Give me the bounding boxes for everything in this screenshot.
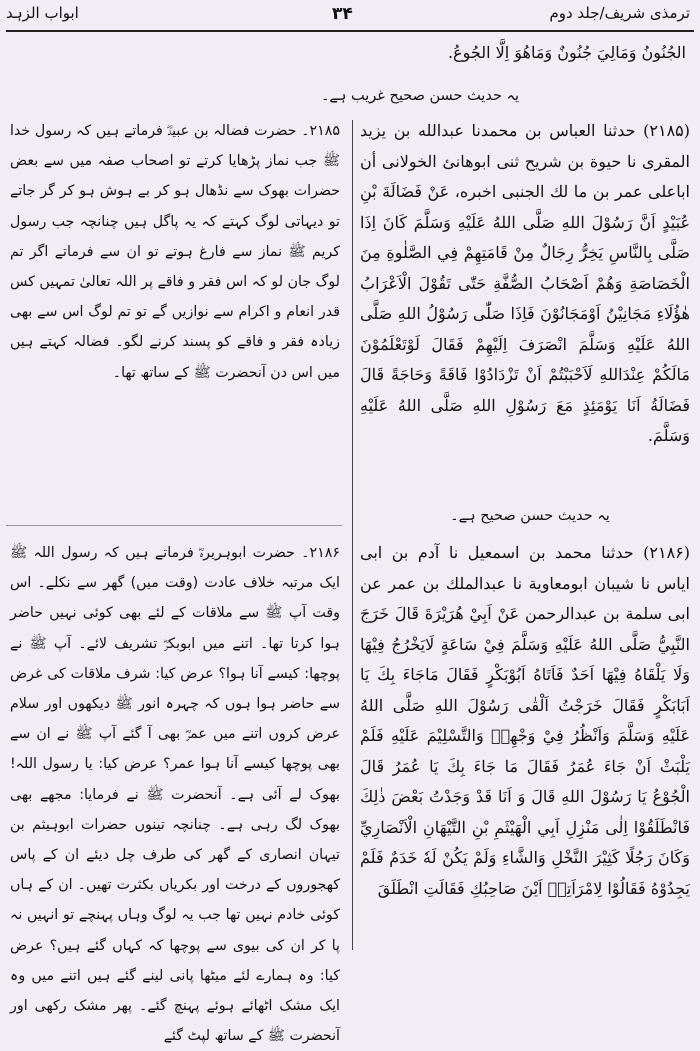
- grade-2: یہ حدیث حسن صحیح ہے۔: [450, 508, 610, 524]
- page-header: [0, 0, 700, 30]
- top-arabic-line: الجُنُونُ وَمَالِيَ جُنُونٌ وَمَاهُوَ اِلَّا الجُوعُ.: [447, 43, 686, 62]
- left-section-rule: [6, 525, 342, 526]
- chapter-title: ابواب الزہد: [6, 4, 79, 22]
- column-divider: [352, 120, 353, 950]
- hadith-2186-urdu: ۲۱۸۶۔ حضرت ابوہریرہؓ فرماتے ہیں کہ رسول اللہ ﷺ ایک مرتبہ خلاف عادت (وقت میں) گھر سے نکلے۔ اس وقت آپ ﷺ سے ملاقات کے لئے بھی کوئی نہیں حاضر ہوا کرتا تھا۔ اتنے میں ابوبکرؓ تشریف لائے۔ آپ ﷺ نے پوچھا: کیسے آنا ہوا؟ عرض کیا: شرف ملاقات کی غرض سے حاضر ہوا ہوں کہ چہرہ انور ﷺ دیکھوں اور سلام عرض کروں اتنے میں عمرؓ بھی آ گئے آپ ﷺ نے ان سے بھی پوچھا کیسے آنا ہوا عمر؟ عرض کیا: یا رسول اللہ! بھوک لے آئی ہے۔ آنحضرت ﷺ نے فرمایا: مجھے بھی بھوک لگ رہی ہے۔ چنانچہ تینوں حضرات ابوہیثم بن تیہان انصاری کے گھر کی طرف چل دیئے ان کے پاس کھجوروں کے درخت اور بکریاں بکثرت تھیں۔ ان کے ہاں کوئی خادم نہیں تھا جب یہ لوگ وہاں پہنچے تو انہیں نہ پا کر ان کی بیوی سے پوچھا کہ کہاں گئے ہیں؟ عرض کیا: وہ ہمارے لئے میٹھا پانی لینے گئے ہیں اتنے میں وہ ایک مشک اٹھائے ہوئے پہنچ گئے۔ پھر مشک رکھی اور آنحضرت ﷺ کے ساتھ لپٹ گئے: [10, 545, 340, 1045]
- grade-1: یہ حدیث حسن صحیح غریب ہے۔: [320, 88, 520, 104]
- hadith-2185-arabic: (۲۱۸۵) حدثنا العباس بن محمدنا عبدالله بن يزيد المقرى نا حيوة بن شريح ثنى ابوهانئ الخولانى أن اباعلى عمر بن ما لك الجنبى اخبره، عَنْ فَضَالَةَ بْنِ عُبَيْدٍ اَنَّ رَسُوْلَ اللهِ صَلَّى اللهُ عَلَيْهِ وَسَلَّمَ كَانَ اِذَا صَلَّى بِالنَّاسِ يَخِرُّ رِجَالٌ مِنْ قَامَتِهِمْ فِي الصَّلٰوةِ مِنَ الْخَصَاصَةِ وَهُمْ اَصْحَابُ الصُّفَّةِ حَتّٰى تَقُوْلَ الْاَعْرَابُ هٰؤُلَاءِ مَجَانِيْنُ اَوْمَجَانُوْنَ فَاِذَا صَلّٰى رَسُوْلُ اللهِ صَلَّى اللهُ عَلَيْهِ وَسَلَّمَ انْصَرَفَ اِلَيْهِمْ فَقَالَ لَوْتَعْلَمُوْنَ مَالَكُمْ عِنْدَاللهِ لَاَحْبَبْتُمْ اَنْ تَزْدَادُوْا فَاقَةً وَحَاجَةً قَالَ فَضَالَةُ اَنَا يَوْمَئِذٍ مَعَ رَسُوْلِ اللهِ صَلَّى اللهُ عَلَيْهِ وَسَلَّمَ.: [360, 121, 690, 445]
- book-title: ترمذی شریف/جلد دوم: [549, 4, 690, 22]
- hadith-2186-arabic: (۲۱۸۶) حدثنا محمد بن اسمعيل نا آدم بن ابى اياس نا شيبان ابومعاوية نا عبدالملك بن عمر عن ابى سلمة بن عبدالرحمن عَنْ اَبِيْ هُرَيْرَةَ قَالَ خَرَجَ النَّبِيُّ صَلَّى اللهُ عَلَيْهِ وَسَلَّمَ فِيْ سَاعَةٍ لَايَخْرُجُ فِيْهَا وَلَا يَلْقَاهُ فِيْهَا اَحَدٌ فَاَتَاهُ اَبُوْبَكْرٍ فَقَالَ مَاجَاءَ بِكَ يَا اَبَابَكْرٍ فَقَالَ خَرَجْتُ اَلْقٰى رَسُوْلَ اللهِ صَلَّى اللهُ عَلَيْهِ وَسَلَّمَ وَاَنْظُرُ فِيْ وَجْهِهٖ وَالتَّسْلِيْمَ عَلَيْهِ فَلَمْ يَلْبَثْ اَنْ جَاءَ عُمَرُ فَقَالَ مَا جَاءَ بِكَ يَا عُمَرُ قَالَ الْجُوْعُ يَا رَسُوْلَ اللهِ قَالَ وَ اَنَا قَدْ وَجَدْتُ بَعْضَ ذٰلِكَ فَانْطَلَقُوْا اِلٰى مَنْزِلِ اَبِي الْهَيْثَمِ بْنِ التَّيْهَانِ الْاَنْصَارِيِّ وَكَانَ رَجُلًا كَثِيْرَ النَّخْلِ وَالشَّاءِ وَلَمْ يَكُنْ لَهٗ خَدَمٌ فَلَمْ يَجِدُوْهُ فَقَالُوْا لِامْرَاَتِهٖ اَيْنَ صَاحِبُكِ فَقَالَتِ انْطَلَقَ: [360, 543, 690, 898]
- hadith-2185-urdu: ۲۱۸۵۔ حضرت فضالہ بن عبیدؓ فرماتے ہیں کہ رسول خدا ﷺ جب نماز پڑھایا کرتے تو اصحاب صفہ میں سے بعض حضرات بھوک سے نڈھال ہو کر بے ہوش ہو کر گر جاتے تو دیہاتی لوگ کہتے کہ یہ پاگل ہیں چنانچہ جب رسول کریم ﷺ نماز سے فارغ ہوتے تو ان سے فرماتے اگر تم لوگ جان لو کہ اس فقر و فاقے پر اللہ تعالیٰ تمہیں کس قدر انعام و اکرام سے نوازیں گے تو تم لوگ اس سے بھی زیادہ فقر و فاقے کو پسند کرنے لگو۔ فضالہ کہتے ہیں میں اس دن آنحضرت ﷺ کے ساتھ تھا۔: [10, 123, 340, 381]
- page-number: ۳۴: [332, 4, 353, 24]
- header-rule: [6, 30, 694, 32]
